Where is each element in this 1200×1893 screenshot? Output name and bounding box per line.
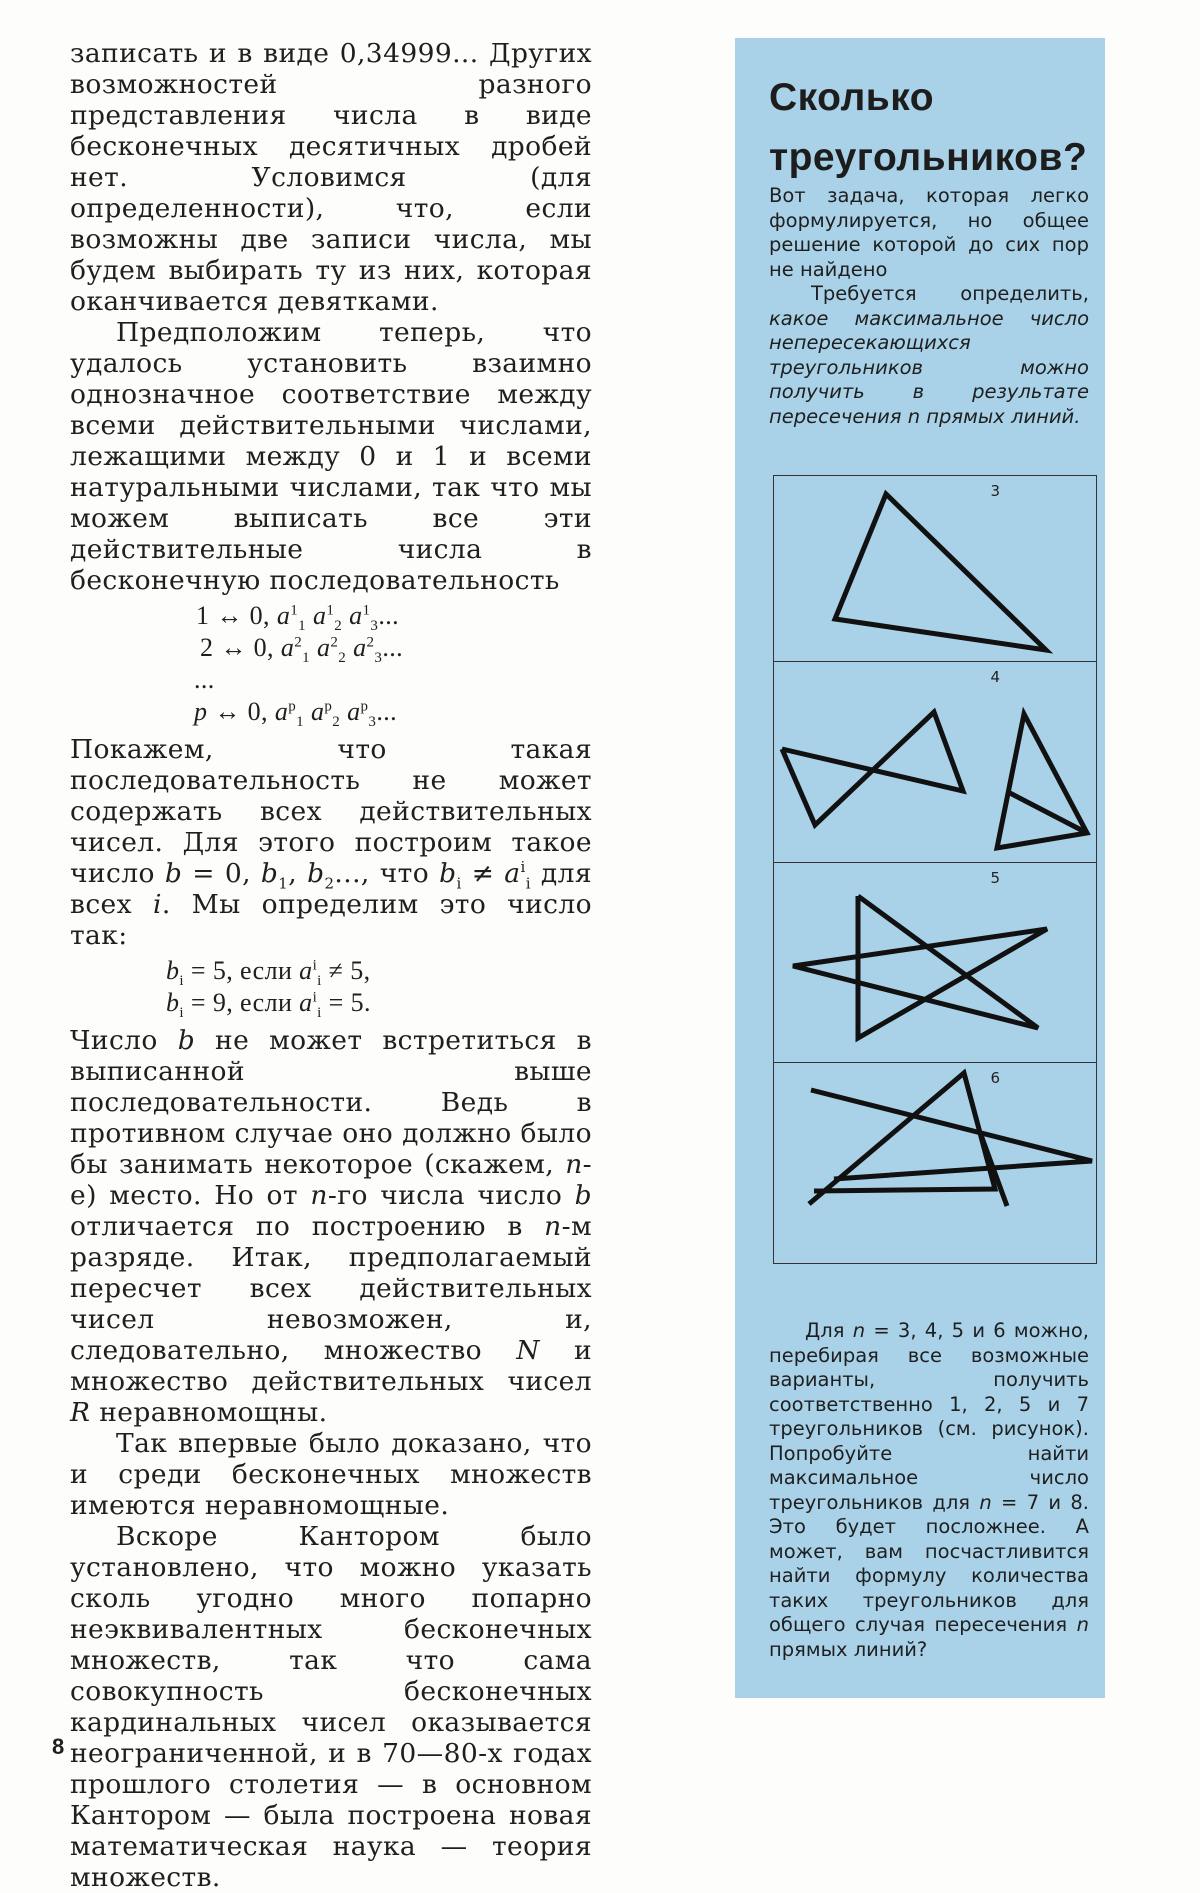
sidebar-intro: Вот задача, которая легко формулируется, но общее решение которой до сих пор не найдено Требуется определить, какое максимальное число непересекающихся треугольников можно получить в результате пересечения n прямых линий. (769, 184, 1089, 428)
triangle-figure-5 (774, 863, 1096, 1063)
formula-row-1: 1 ↔ 0, $a^1_1$ $a^1_2$ $a^1_3$... (196, 601, 400, 635)
triangle-figure-6 (774, 1063, 1096, 1263)
sidebar-outro: Для n = 3, 4, 5 и 6 можно, перебирая все возможные варианты, получить соответственно 1, 2, 5 и 7 треугольников (см. рисунок). Попробуйте найти максимальное число треугольников для n = 7 и 8. Это будет посложнее. А может, вам посчастливится найти формулу количества таких треугольников для общего случая пересечения n прямых линий? (769, 1319, 1090, 1661)
figure-panel-3-lines (773, 475, 1097, 662)
figure-panel-5-lines (773, 862, 1097, 1063)
panel-label: 4 (990, 668, 1000, 686)
figure-panel-4-lines (773, 661, 1097, 863)
paragraph-4: Число b не может встретиться в выписанной выше последовательности. Ведь в противном случае оно должно было бы занимать некоторое (скажем, n-е) место. Но от n-го числа число b отличается по построению в n-м разряде. Итак, предполагаемый пересчет всех действительных чисел невозможен, и, следовательно, множество N и множество действительных чисел R неравномощны. (70, 1025, 593, 1428)
page-number: 8 (52, 1734, 65, 1759)
definition-row-2: $b_i = 9$, если $a^i_i = 5$. (166, 988, 371, 1022)
formula-row-p: p ↔ 0, $a^p_1$ $a^p_2$ $a^p_3$... (194, 697, 398, 731)
panel-label: 3 (990, 482, 1000, 500)
paragraph-3: Покажем, что такая последовательность не может содержать всех действительных чисел. Для этого построим такое число b = 0, $b_1$, $b_2$..., что $b_i \ne a^i_i$ для всех i. Мы определим это число так: (70, 734, 592, 951)
main-column (70, 38, 592, 1893)
sequence-formula (70, 600, 592, 731)
paragraph-6: Вскоре Кантором было установлено, что можно указать сколь угодно много попарно неэквивалентных бесконечных множеств, так что сама совокупность бесконечных кардинальных чисел оказывается неограниченной, и в 70—80-х годах прошлого столетия — в основном Кантором — была построена новая математическая наука — теория множеств. (70, 1521, 592, 1893)
triangle-figure-3 (774, 476, 1096, 662)
definition-formula (70, 955, 592, 1022)
sidebar-box (735, 38, 1105, 1698)
triangle-figure-4 (774, 662, 1096, 863)
paragraph-1: записать и в виде 0,34999... Других возможностей разного представления числа в виде бесконечных десятичных дробей нет. Условимся (для определенности), что, если возможны две записи числа, мы будем выбирать ту из них, которая оканчивается девятками. (70, 38, 592, 317)
figure-panel-6-lines (773, 1062, 1097, 1264)
formula-row-2: 2 ↔ 0, $a^2_1$ $a^2_2$ $a^2_3$... (200, 633, 404, 667)
sidebar-title: Сколько треугольников? (769, 76, 1088, 179)
panel-label: 6 (990, 1069, 1000, 1087)
definition-row-1: $b_i = 5$, если $a^i_i \ne 5$, (166, 956, 371, 990)
paragraph-5: Так впервые было доказано, что и среди бесконечных множеств имеются неравномощные. (70, 1428, 592, 1521)
formula-row-ellipsis: ... (194, 665, 215, 694)
paragraph-2: Предположим теперь, что удалось установить взаимно однозначное соответствие между всеми действительными числами, лежащими между 0 и 1 и всеми натуральными числами, так что мы можем выписать все эти действительные числа в бесконечную последовательность (70, 317, 592, 596)
panel-label: 5 (990, 869, 1000, 887)
